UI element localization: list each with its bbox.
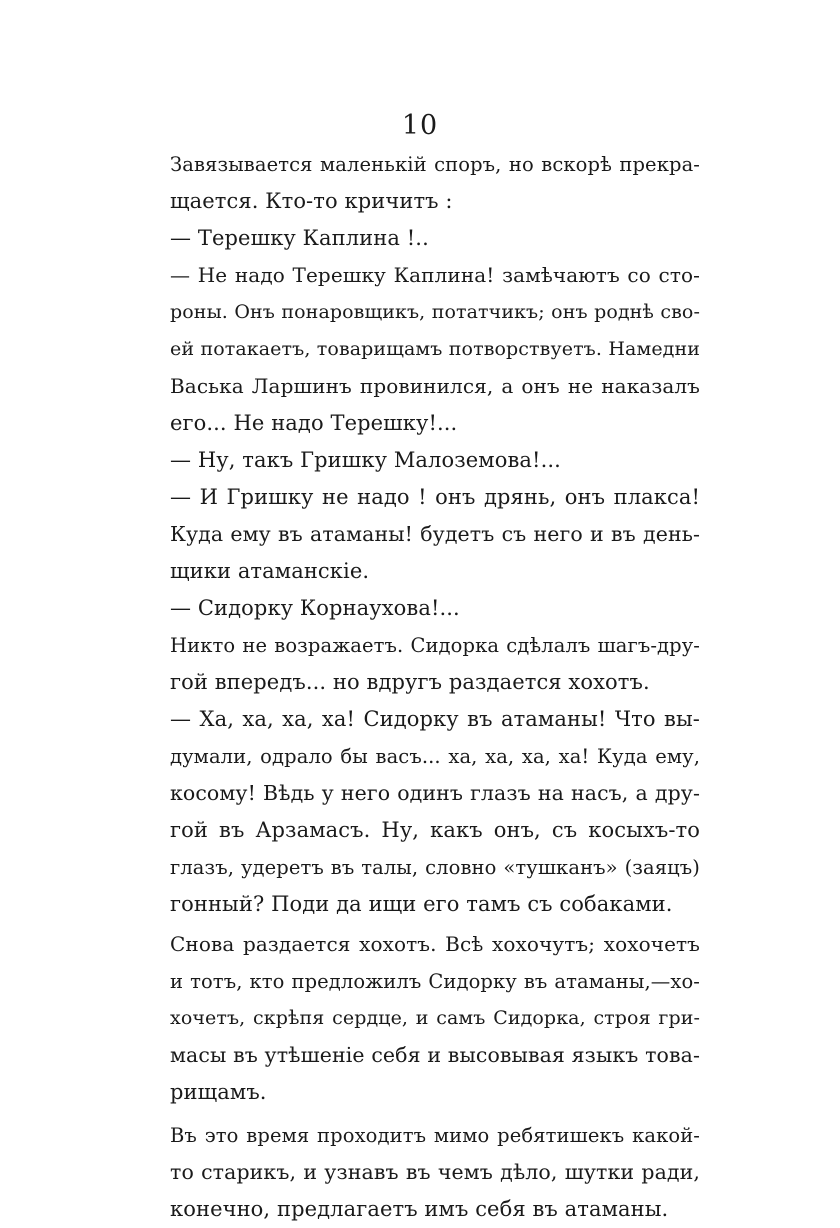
text-line: рищамъ. xyxy=(170,1080,267,1104)
text-line: Куда ему въ атаманы! будетъ съ него и въ день- xyxy=(170,522,700,546)
text-line: гой въ Арзамасъ. Ну, какъ онъ, съ косыхъ-то xyxy=(170,818,700,842)
text-line: думали, одрало бы васъ... ха, ха, ха, ха! Куда ему, xyxy=(170,745,700,768)
text-line: — Не надо Терешку Каплина! замѣчаютъ со сто- xyxy=(170,263,700,287)
text-line: конечно, предлагаетъ имъ себя въ атаманы. xyxy=(170,1197,669,1221)
page-number: 10 xyxy=(401,110,439,141)
text-line: Завязывается маленькій споръ, но вскорѣ прекра- xyxy=(170,153,700,176)
text-line: — И Гришку не надо ! онъ дрянь, онъ плакса! xyxy=(170,485,700,509)
text-line: роны. Онъ понаровщикъ, потатчикъ; онъ роднѣ сво- xyxy=(170,301,700,323)
text-line: гой впередъ... но вдругъ раздается хохотъ. xyxy=(170,670,650,694)
text-line: ей потакаетъ, товарищамъ потворствуетъ. Намедни xyxy=(170,338,700,360)
text-line: — Сидорку Корнаухова!... xyxy=(170,596,460,620)
text-line: Васька Ларшинъ провинился, а онъ не наказалъ xyxy=(170,374,700,398)
text-line: — Ха, ха, ха, ха! Сидорку въ атаманы! Что вы- xyxy=(170,707,700,731)
text-line: глазъ, удеретъ въ талы, словно «тушканъ» (заяцъ) xyxy=(170,856,700,879)
text-line: Снова раздается хохотъ. Всѣ хохочутъ; хохочетъ xyxy=(170,932,700,956)
text-line: его... Не надо Терешку!... xyxy=(170,411,458,435)
text-line: то старикъ, и узнавъ въ чемъ дѣло, шутки ради, xyxy=(170,1160,700,1184)
text-line: масы въ утѣшеніе себя и высовывая языкъ това- xyxy=(170,1043,700,1067)
text-line: щается. Кто-то кричитъ : xyxy=(170,189,453,213)
text-line: косому! Вѣдь у него одинъ глазъ на насъ, а дру- xyxy=(170,781,700,805)
text-line: хочетъ, скрѣпя сердце, и самъ Сидорка, строя гри- xyxy=(170,1007,700,1029)
text-line: — Ну, такъ Гришку Малоземова!... xyxy=(170,448,561,472)
text-line: гонный? Поди да ищи его тамъ съ собаками. xyxy=(170,892,673,916)
text-line: щики атаманскіе. xyxy=(170,559,370,583)
text-line: Никто не возражаетъ. Сидорка сдѣлалъ шагъ-дру- xyxy=(170,634,700,657)
text-line: и тотъ, кто предложилъ Сидорку въ атаманы,—хо- xyxy=(170,970,700,993)
text-line: — Терешку Каплина !.. xyxy=(170,226,429,250)
body-text xyxy=(170,146,700,1228)
text-line: Въ это время проходитъ мимо ребятишекъ какой- xyxy=(170,1124,700,1147)
